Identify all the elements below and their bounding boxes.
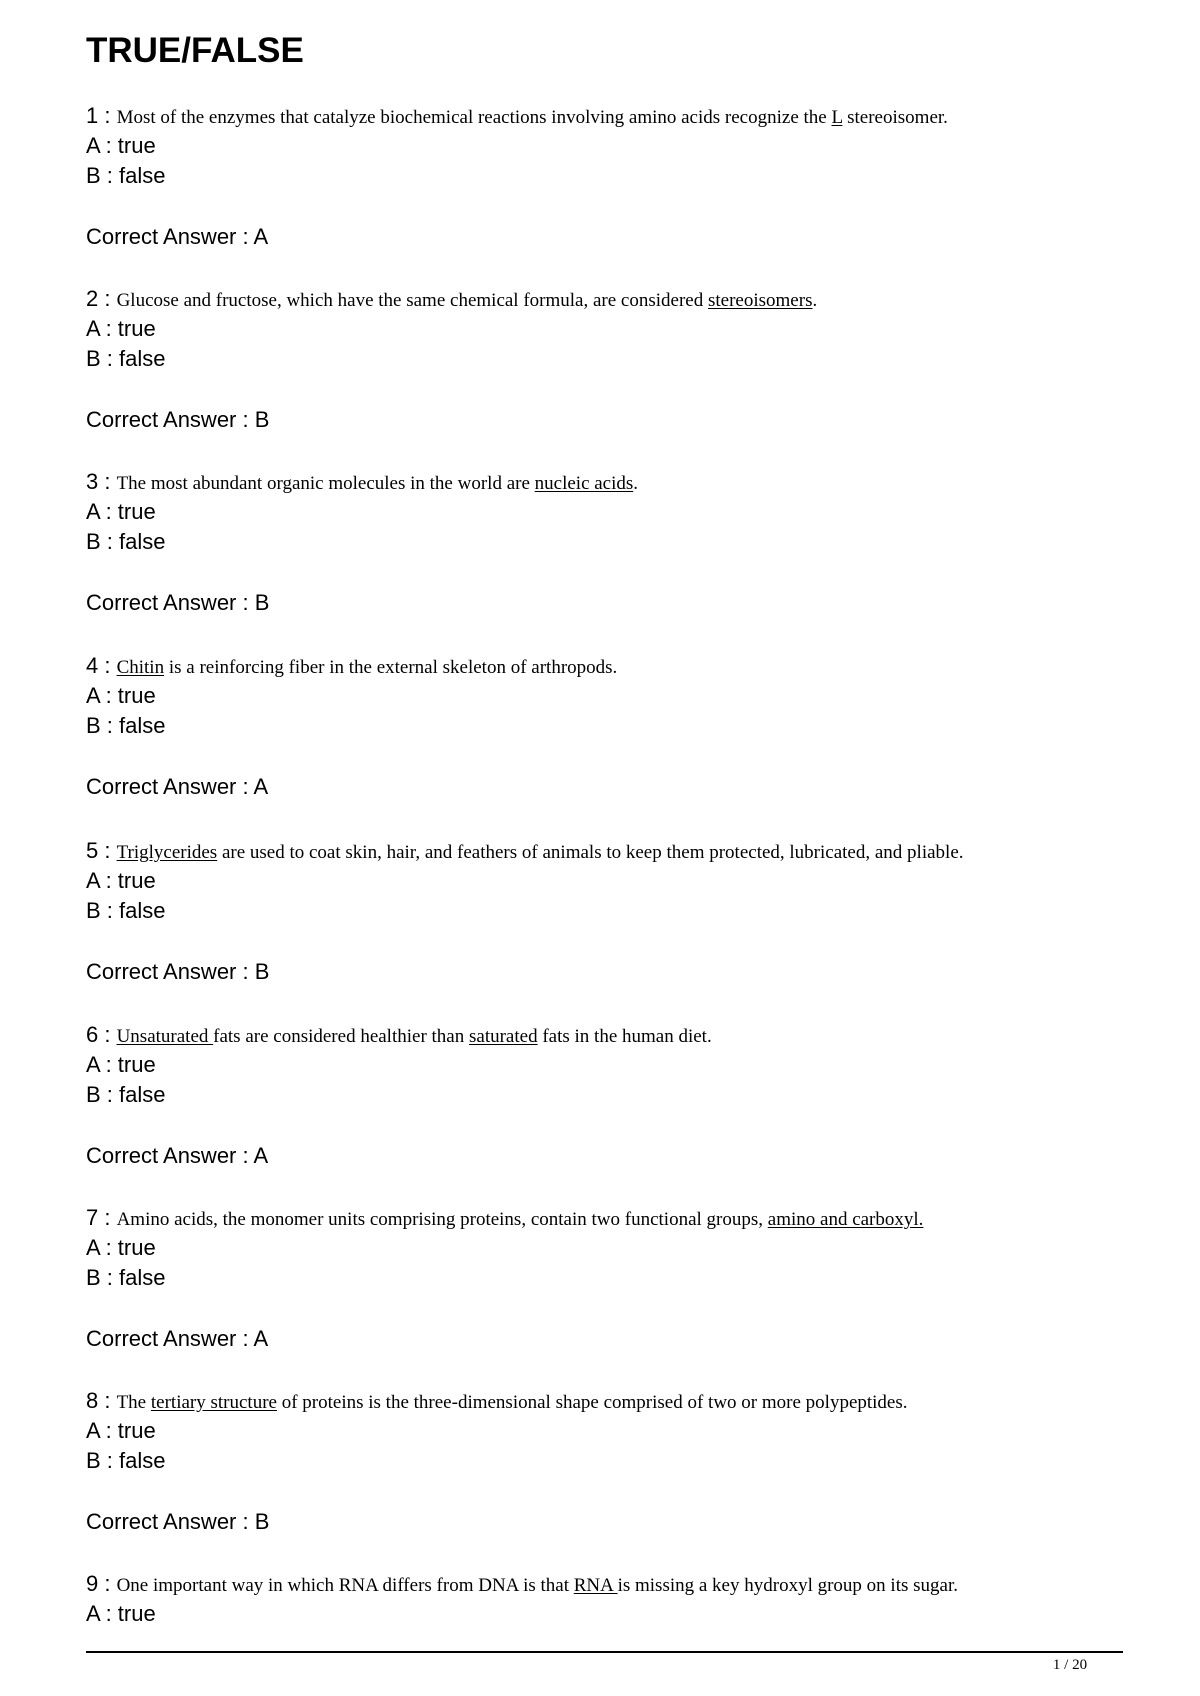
correct-answer: Correct Answer : A — [86, 1326, 269, 1351]
option-a: A : true — [86, 1052, 156, 1077]
question-text — [117, 473, 638, 494]
question-line — [86, 1386, 908, 1416]
question-line — [86, 1203, 923, 1233]
option-a: A : true — [86, 1418, 156, 1443]
underlined-term: stereoisomers — [707, 290, 813, 311]
option-a: A : true — [86, 316, 156, 341]
question-text-segment: are used to coat skin, hair, and feathers of animals to keep them protected, lubricated, and pliable. — [217, 842, 964, 863]
underlined-term: amino and carboxyl. — [767, 1209, 924, 1230]
question-number: 9 : — [86, 1571, 117, 1596]
underlined-term: tertiary structure — [150, 1392, 277, 1413]
question-line — [86, 284, 817, 314]
page-title: TRUE/FALSE — [86, 31, 304, 70]
question-text-segment: Most of the enzymes that catalyze biochemical reactions involving amino acids recognize the — [116, 107, 832, 128]
footer-divider — [86, 1651, 1123, 1653]
question-line — [86, 836, 964, 866]
question-text-segment: One important way in which RNA differs from DNA is that — [116, 1575, 574, 1596]
question-number: 4 : — [86, 653, 117, 678]
question-text-segment: fats in the human diet. — [537, 1026, 712, 1047]
option-a: A : true — [86, 1235, 156, 1260]
page-number: 1 / 20 — [1052, 1657, 1088, 1673]
option-a: A : true — [86, 499, 156, 524]
question-number: 5 : — [86, 838, 117, 863]
question-text-segment: The — [116, 1392, 151, 1413]
question-line — [86, 651, 617, 681]
question-text — [117, 1392, 908, 1413]
option-a: A : true — [86, 1601, 156, 1626]
option-b: B : false — [86, 1448, 166, 1473]
question-text-segment: fats are considered healthier than — [213, 1026, 469, 1047]
underlined-term: saturated — [469, 1026, 538, 1047]
option-b: B : false — [86, 713, 166, 738]
question-block — [86, 1020, 712, 1171]
option-b: B : false — [86, 529, 166, 554]
correct-answer: Correct Answer : B — [86, 407, 270, 432]
underlined-term: L — [831, 107, 843, 128]
question-text-segment: is missing a key hydroxyl group on its sugar. — [617, 1575, 958, 1596]
question-text — [117, 1209, 924, 1230]
option-b: B : false — [86, 163, 166, 188]
question-block — [86, 284, 817, 435]
question-text — [117, 1026, 712, 1047]
underlined-term: Unsaturated — [116, 1026, 214, 1047]
underlined-term: RNA — [573, 1575, 618, 1596]
question-block — [86, 1569, 958, 1629]
option-a: A : true — [86, 683, 156, 708]
question-number: 6 : — [86, 1022, 117, 1047]
option-b: B : false — [86, 898, 166, 923]
option-a: A : true — [86, 868, 156, 893]
question-text — [117, 290, 818, 311]
question-number: 2 : — [86, 286, 117, 311]
correct-answer: Correct Answer : B — [86, 959, 270, 984]
question-block — [86, 1203, 923, 1354]
question-text-segment: . — [633, 473, 639, 494]
question-text — [117, 657, 618, 678]
question-text-segment: of proteins is the three-dimensional shape comprised of two or more polypeptides. — [276, 1392, 908, 1413]
question-block — [86, 101, 948, 252]
underlined-term: nucleic acids — [534, 473, 634, 494]
option-b: B : false — [86, 1265, 166, 1290]
question-number: 1 : — [86, 103, 117, 128]
question-text-segment: stereoisomer. — [842, 107, 948, 128]
question-text-segment: The most abundant organic molecules in the world are — [116, 473, 535, 494]
question-text — [117, 107, 948, 128]
question-line — [86, 467, 638, 497]
question-block — [86, 651, 617, 802]
option-b: B : false — [86, 1082, 166, 1107]
question-text — [117, 842, 964, 863]
question-text-segment: . — [812, 290, 818, 311]
correct-answer: Correct Answer : B — [86, 1509, 270, 1534]
question-number: 7 : — [86, 1205, 117, 1230]
question-line — [86, 1020, 712, 1050]
question-block — [86, 836, 964, 987]
question-text-segment: Amino acids, the monomer units comprising proteins, contain two functional groups, — [116, 1209, 768, 1230]
question-text-segment: is a reinforcing fiber in the external skeleton of arthropods. — [164, 657, 618, 678]
option-a: A : true — [86, 133, 156, 158]
question-block — [86, 1386, 908, 1537]
question-text — [117, 1575, 958, 1596]
correct-answer: Correct Answer : B — [86, 590, 270, 615]
question-block — [86, 467, 638, 618]
option-b: B : false — [86, 346, 166, 371]
underlined-term: Chitin — [116, 657, 165, 678]
correct-answer: Correct Answer : A — [86, 224, 269, 249]
question-line — [86, 101, 948, 131]
correct-answer: Correct Answer : A — [86, 774, 269, 799]
question-text-segment: Glucose and fructose, which have the same chemical formula, are considered — [116, 290, 708, 311]
underlined-term: Triglycerides — [116, 842, 218, 863]
correct-answer: Correct Answer : A — [86, 1143, 269, 1168]
question-line — [86, 1569, 958, 1599]
question-number: 8 : — [86, 1388, 117, 1413]
question-number: 3 : — [86, 469, 117, 494]
